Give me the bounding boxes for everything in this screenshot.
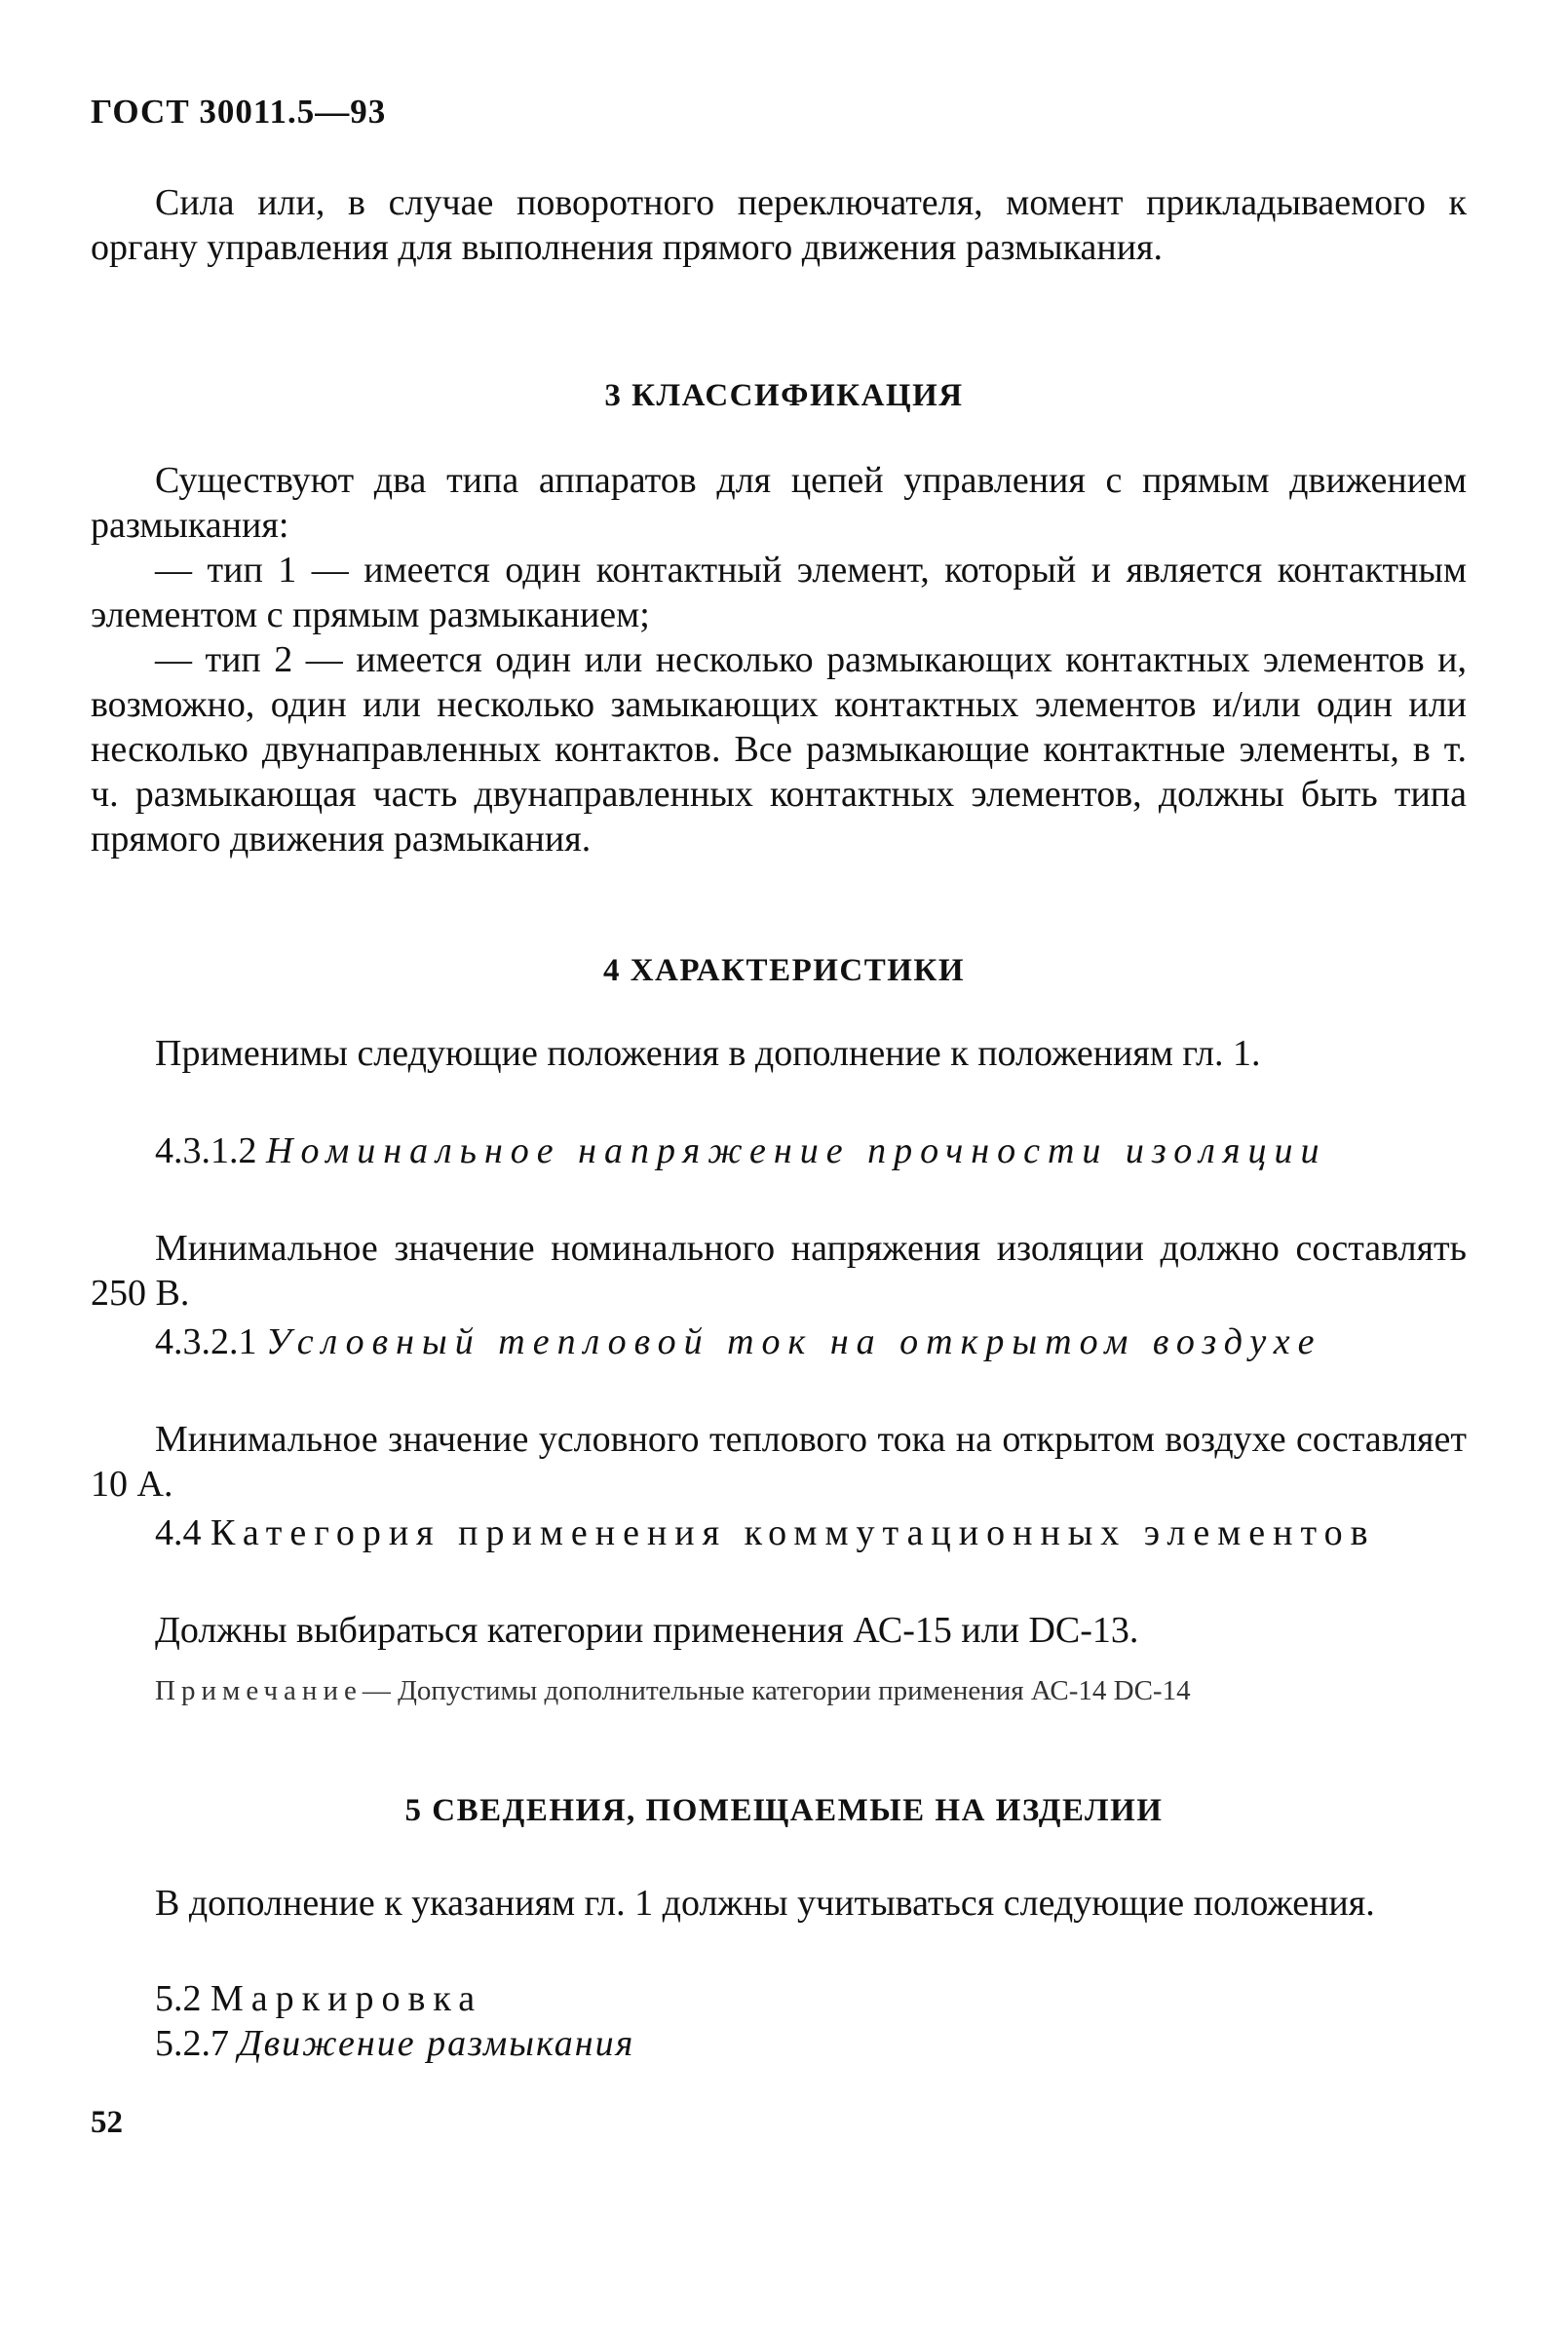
clause-title: Условный тепловой ток на открытом воздухе [266, 1321, 1322, 1362]
note-label: Примечание [155, 1675, 363, 1706]
clause-title: Номинальное напряжение прочности изоляции [266, 1130, 1327, 1171]
clause-number: 5.2.7 [155, 2023, 239, 2064]
section-3-paragraph: Существуют два типа аппаратов для цепей управления с прямым движением размыкания: [91, 460, 1467, 546]
clause-4-4-text: Должны выбираться категории применения АС-15 или DС-13. [155, 1610, 1139, 1651]
clause-4-3-2-1-text: Минимальное значение условного теплового тока на открытом воздухе составляет 10 А. [91, 1419, 1467, 1505]
clause-number: 5.2 [155, 1978, 210, 2019]
clause-5-2-7 [91, 2021, 1467, 2066]
clause-4-4 [91, 1510, 1467, 1555]
clause-4-3-1-2-text: Минимальное значение номинального напряжения изоляции должно составлять 250 В. [91, 1228, 1467, 1314]
note-text: — Допустимы дополнительные категории применения АС-14 DС-14 [362, 1675, 1191, 1706]
clause-4-3-1-2 [91, 1128, 1467, 1173]
page-number: 52 [91, 2105, 123, 2140]
clause-number: 4.3.2.1 [155, 1321, 266, 1362]
standard-header: ГОСТ 30011.5—93 [91, 93, 387, 131]
clause-number: 4.3.1.2 [155, 1130, 266, 1171]
clause-5-2 [91, 1976, 1467, 2021]
section-5-paragraph: В дополнение к указаниям гл. 1 должны учитываться следующие положения. [155, 1883, 1375, 1924]
clause-title: Движение размыкания [238, 2023, 635, 2064]
type-2-item: — тип 2 — имеется один или несколько размыкающих контактных элементов и, возможно, один или несколько замыкающих контактных элементов и/или один или несколько двунаправленных контактов. Все размыкающие контактные элементы, в т. ч. размыкающая часть двунаправленных контактных элементов, должны быть типа прямого движения размыкания. [91, 639, 1467, 860]
clause-4-3-2-1 [91, 1319, 1467, 1364]
intro-paragraph: Сила или, в случае поворотного переключателя, момент прикладываемого к органу управления для выполнения прямого движения размыкания. [91, 182, 1467, 268]
section-5-heading: 5 СВЕДЕНИЯ, ПОМЕЩАЕМЫЕ НА ИЗДЕЛИИ [404, 1793, 1164, 1828]
clause-title: Маркировка [210, 1978, 483, 2019]
section-4-heading: 4 ХАРАКТЕРИСТИКИ [602, 953, 966, 988]
clause-number: 4.4 [155, 1512, 210, 1553]
clause-title: Категория применения коммутационных элементов [210, 1512, 1376, 1553]
type-1-item: — тип 1 — имеется один контактный элемент, который и является контактным элементом с прямым размыканием; [91, 550, 1467, 635]
note [91, 1674, 1467, 1707]
section-4-paragraph: Применимы следующие положения в дополнение к положениям гл. 1. [155, 1033, 1261, 1074]
section-3-heading: 3 КЛАССИФИКАЦИЯ [604, 378, 964, 413]
